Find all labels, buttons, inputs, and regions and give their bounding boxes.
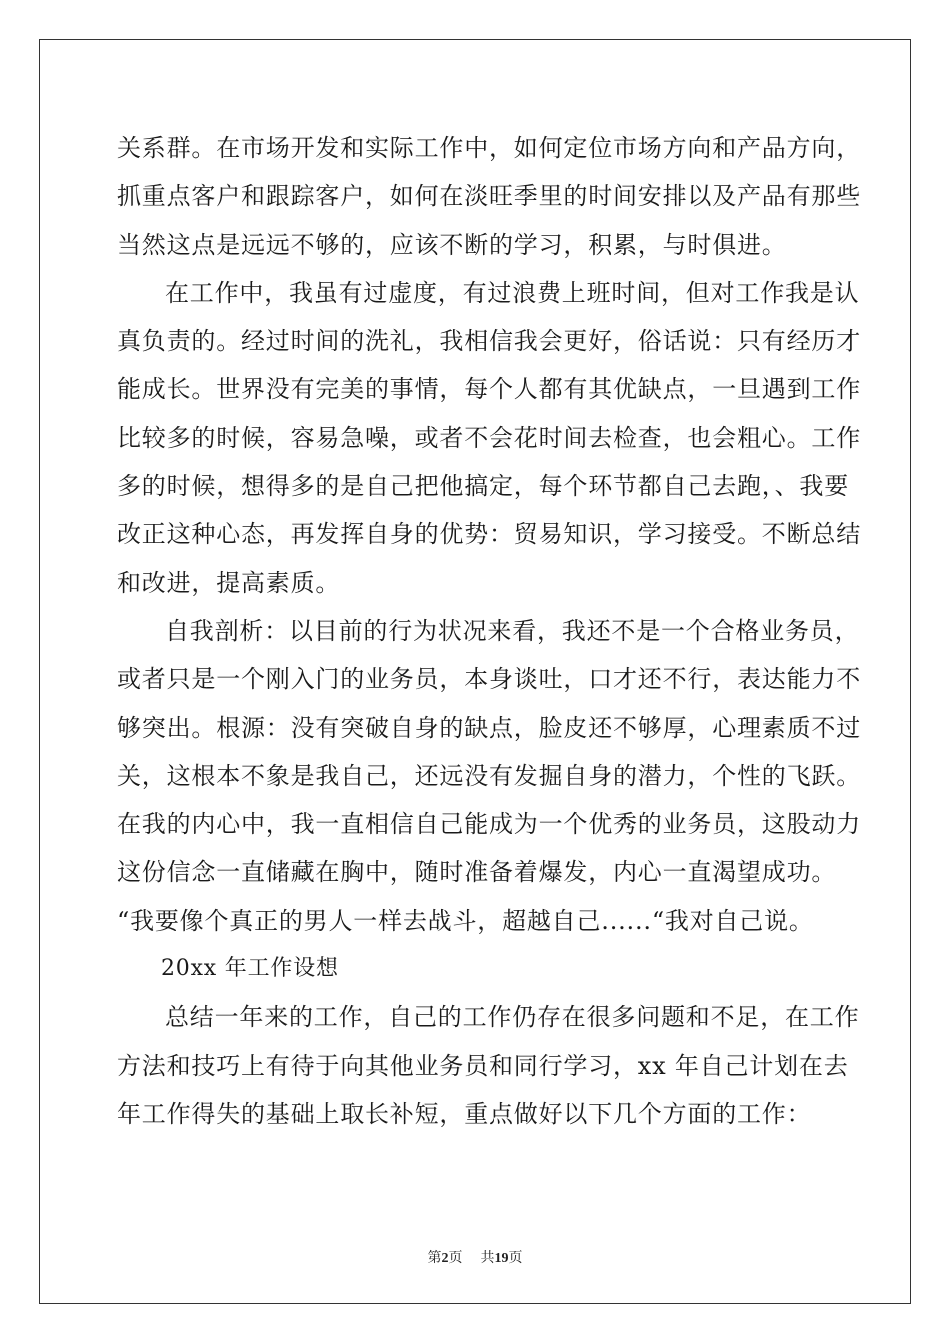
page-footer: [0, 1247, 950, 1267]
text-line: 这份信念一直储藏在胸中，随时准备着爆发，内心一直渴望成功。: [117, 858, 837, 887]
text-line: 够突出。根源：没有突破自身的缺点，脸皮还不够厚，心理素质不过: [117, 713, 861, 742]
text-line: 多的时候，想得多的是自己把他搞定，每个环节都自己去跑，、我要: [117, 472, 849, 501]
text-line: 在我的内心中，我一直相信自己能成为一个优秀的业务员，这股动力: [117, 810, 861, 839]
total-prefix: 共: [480, 1251, 495, 1266]
text-line: 真负责的。经过时间的洗礼，我相信我会更好，俗话说：只有经历才: [117, 327, 861, 356]
page-prefix: 第: [427, 1251, 442, 1266]
paragraph-start-line: 在工作中，我虽有过虚度，有过浪费上班时间，但对工作我是认: [165, 278, 860, 307]
paragraph-start-line: 自我剖析：以目前的行为状况来看，我还不是一个合格业务员，: [165, 616, 860, 645]
text-line: 改正这种心态，再发挥自身的优势：贸易知识，学习接受。不断总结: [117, 520, 861, 549]
text-line: 能成长。世界没有完美的事情，每个人都有其优缺点，一旦遇到工作: [117, 375, 861, 404]
document-body: [117, 124, 861, 1138]
text-line: 抓重点客户和跟踪客户，如何在淡旺季里的时间安排以及产品有那些: [117, 182, 861, 211]
text-line: 方法和技巧上有待于向其他业务员和同行学习，xx 年自己计划在去: [117, 1051, 849, 1080]
text-line: “我要像个真正的男人一样去战斗，超越自己......“我对自己说。: [117, 906, 814, 935]
section-heading: 20xx 年工作设想: [161, 956, 339, 982]
text-line: 关系群。在市场开发和实际工作中，如何定位市场方向和产品方向，: [117, 134, 861, 162]
paragraph-start-line: 总结一年来的工作，自己的工作仍存在很多问题和不足，在工作: [165, 1003, 860, 1032]
page-suffix: 页: [448, 1251, 463, 1266]
page-number: 2: [441, 1251, 449, 1266]
total-suffix: 页: [508, 1251, 523, 1266]
text-line: 关，这根本不象是我自己，还远没有发掘自身的潜力，个性的飞跃。: [117, 761, 861, 790]
text-line: 比较多的时候，容易急噪，或者不会花时间去检查，也会粗心。工作: [117, 423, 861, 452]
text-line: 和改进，提高素质。: [117, 568, 341, 597]
text-line: 当然这点是远远不够的，应该不断的学习，积累，与时俱进。: [117, 230, 787, 259]
total-pages: 19: [494, 1251, 509, 1266]
text-line: 年工作得失的基础上取长补短，重点做好以下几个方面的工作：: [117, 1099, 812, 1128]
text-line: 或者只是一个刚入门的业务员，本身谈吐，口才还不行，表达能力不: [117, 665, 861, 694]
